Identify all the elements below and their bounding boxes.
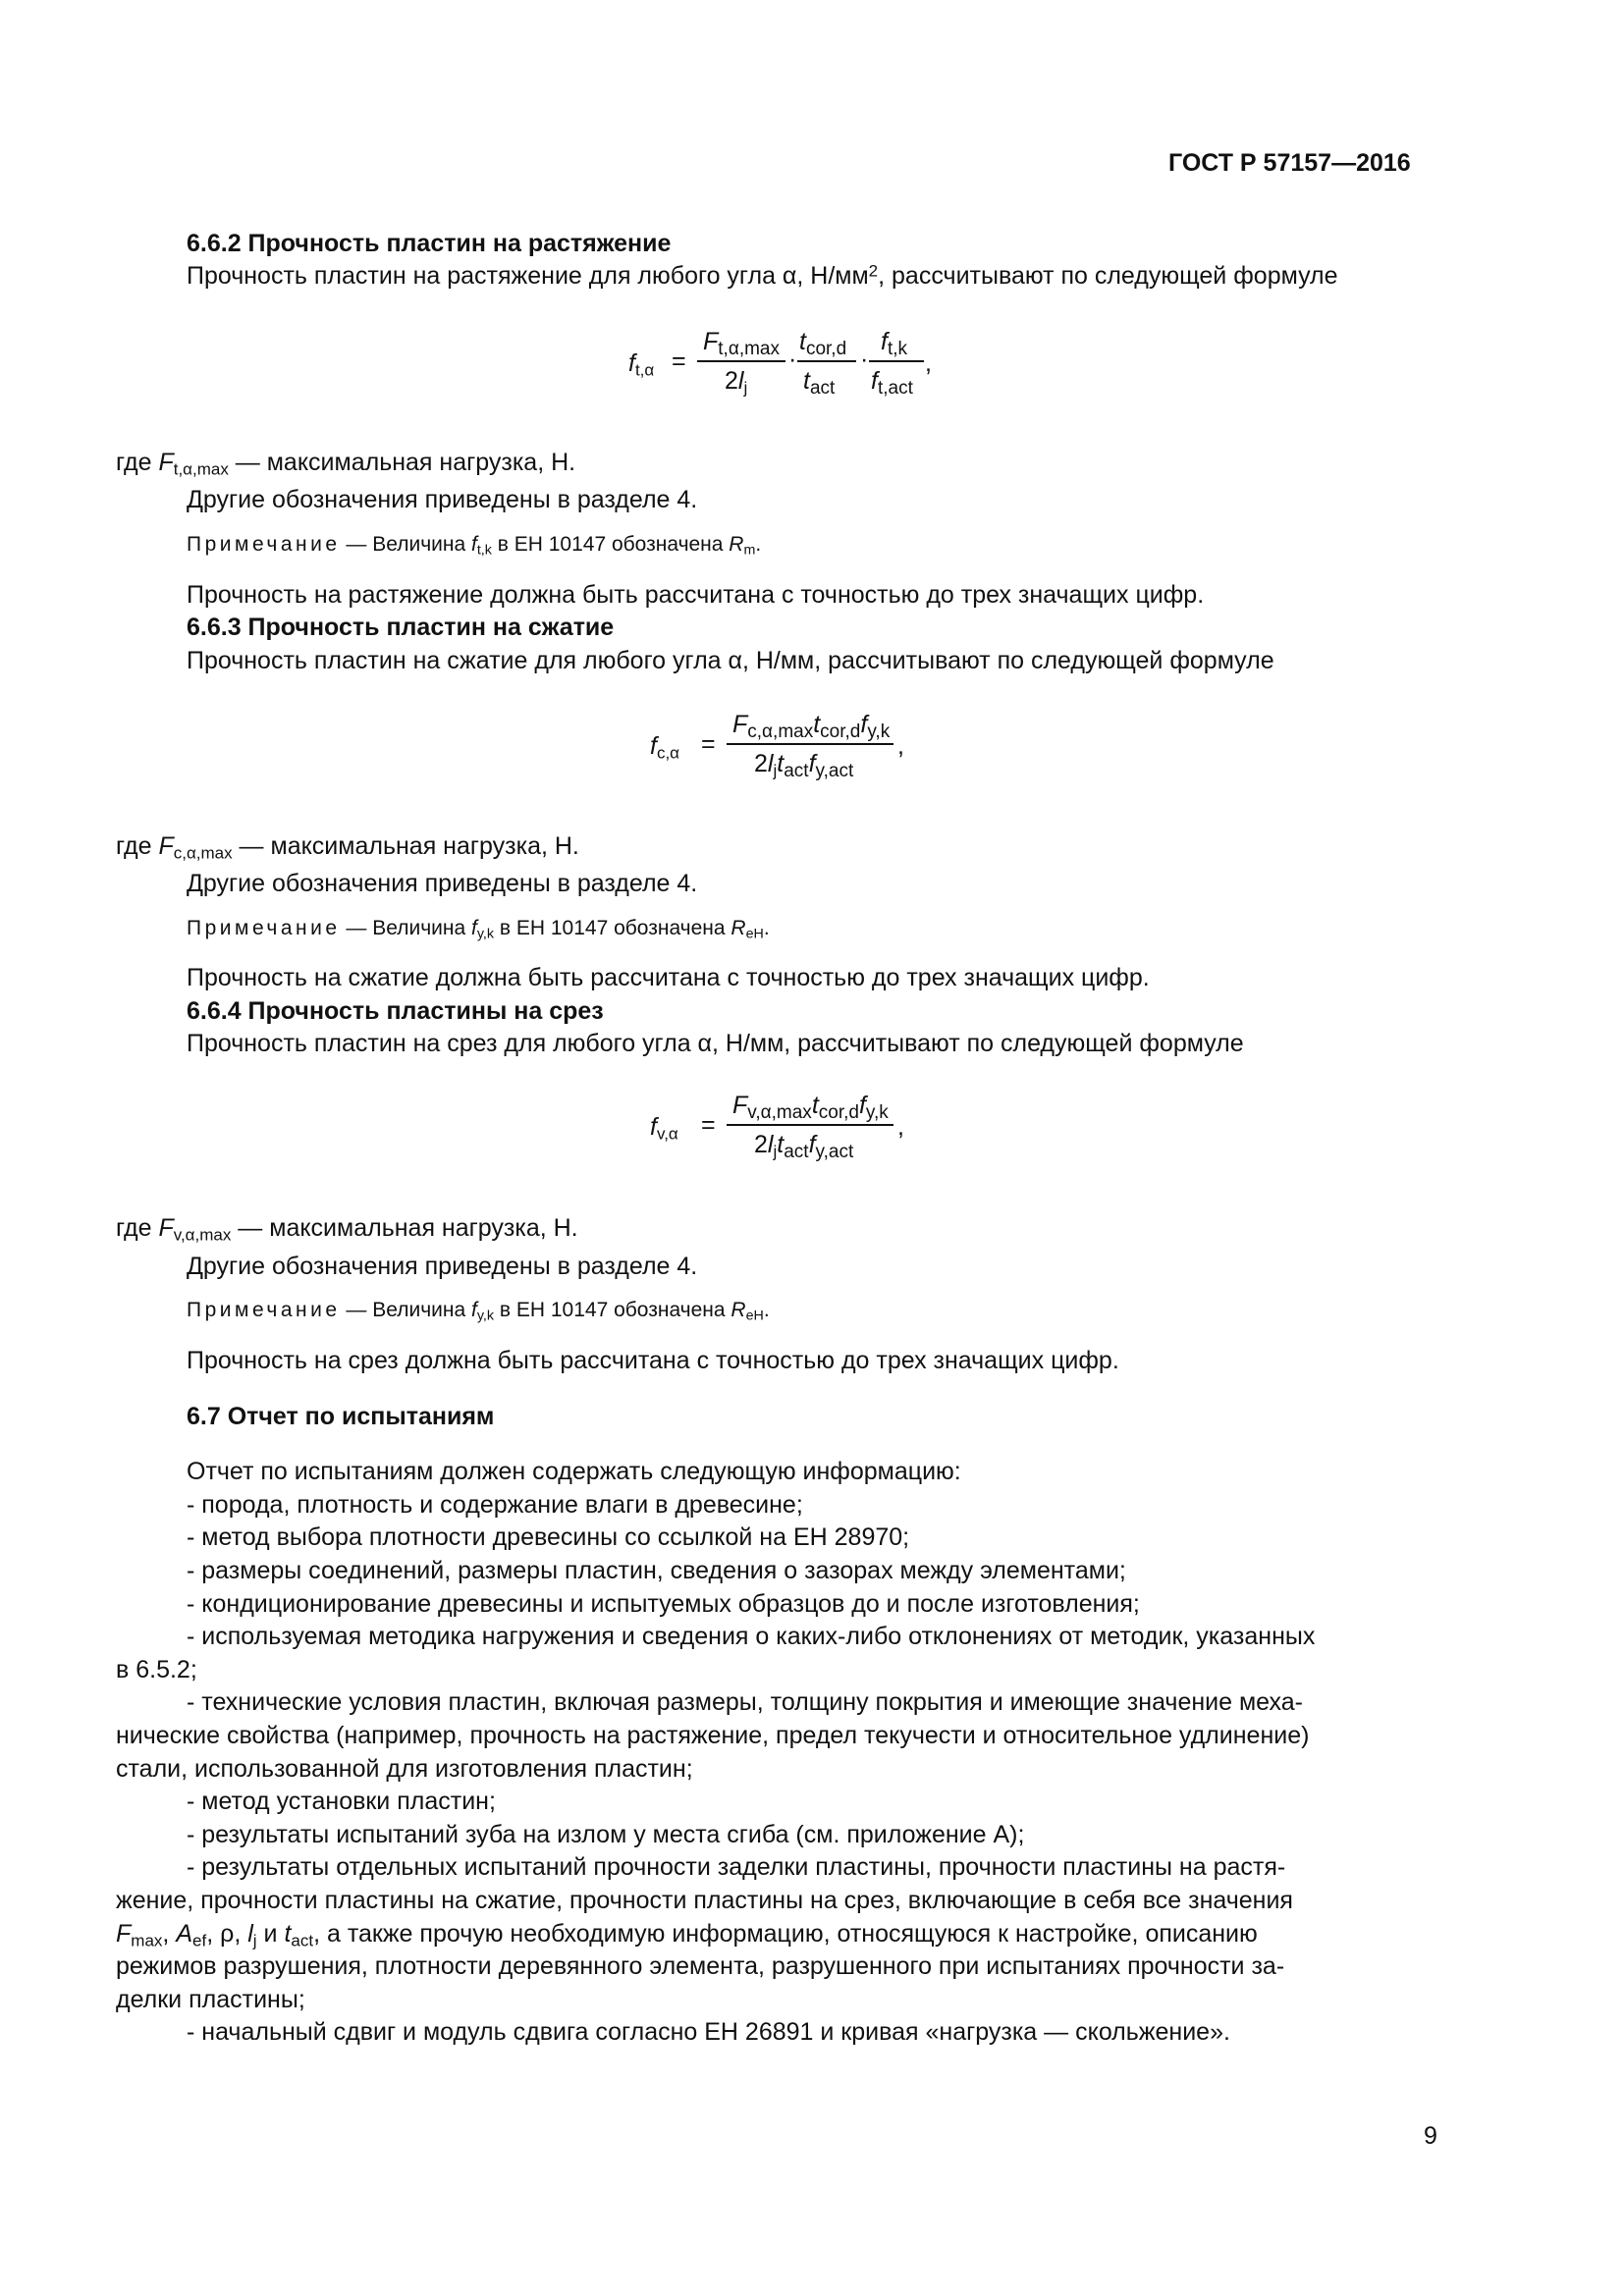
fraction-bar (727, 743, 893, 745)
list-item: - метод выбора плотности древесины со ссылкой на ЕН 28970; (187, 1523, 910, 1551)
fraction-bar (797, 360, 856, 362)
list-item-continuation: $F_{max}$, $A_{ef}$, ρ, $l_j$ и $t_{act}$, а также прочую необходимую информацию, относящуюся к настройке, описанию (116, 1920, 1258, 1950)
list-item: - используемая методика нагружения и сведения о каких-либо отклонениях от методик, указанных (187, 1623, 1316, 1650)
note-6-6-4: Примечание — Величина $f_{y,k}$ в ЕН 10147 обозначена $R_{eH}$. (187, 1299, 770, 1324)
where-line-6-6-2: где $F_{t,\alpha,max}$ — максимальная нагрузка, Н. (116, 449, 576, 479)
other-notation-6-6-2: Другие обозначения приведены в разделе 4. (187, 486, 698, 513)
section-intro-6-6-3: Прочность пластин на сжатие для любого угла α, Н/мм, рассчитывают по следующей формуле (187, 647, 1274, 674)
list-item-continuation: нические свойства (например, прочность на растяжение, предел текучести и относительное удлинение) (116, 1722, 1310, 1749)
numerator: $t_{cor,d}$ (799, 328, 847, 359)
section-heading-6-6-4: 6.6.4 Прочность пластины на срез (187, 997, 604, 1025)
multiply-dot: · (860, 346, 869, 373)
fraction-bar (697, 360, 785, 362)
list-item: - начальный сдвиг и модуль сдвига согласно ЕН 26891 и кривая «нагрузка — скольжение». (187, 2018, 1230, 2046)
list-item: - размеры соединений, размеры пластин, сведения о зазорах между элементами; (187, 1557, 1126, 1584)
other-notation-6-6-3: Другие обозначения приведены в разделе 4. (187, 870, 698, 897)
multiply-dot: · (788, 346, 797, 373)
section-heading-6-6-2: 6.6.2 Прочность пластин на растяжение (187, 230, 672, 257)
section-intro-6-6-4: Прочность пластин на срез для любого угла α, Н/мм, рассчитывают по следующей формуле (187, 1030, 1244, 1057)
denominator: $2l_jt_{act}f_{y,act}$ (754, 750, 854, 781)
denominator: $2l_j$ (725, 367, 748, 398)
formula-equals: = (701, 1111, 716, 1139)
list-item: - кондиционирование древесины и испытуемых образцов до и после изготовления; (187, 1590, 1140, 1618)
list-item: - порода, плотность и содержание влаги в древесине; (187, 1491, 803, 1519)
formula-lhs: $f_{c,\alpha}$ (650, 732, 680, 763)
formula-lhs: $f_{t,\alpha}$ (628, 349, 655, 380)
section-intro-6-6-2: Прочность пластин на растяжение для любого угла α, $Н/мм^2$, рассчитывают по следующей формуле (187, 261, 1338, 290)
list-item-continuation: в 6.5.2; (116, 1656, 197, 1683)
formula-equals: = (672, 347, 686, 375)
formula-compression-strength (650, 707, 915, 795)
list-item-continuation: стали, использованной для изготовления пластин; (116, 1755, 693, 1783)
numerator: $F_{v,\alpha,max}t_{cor,d}f_{y,k}$ (732, 1092, 889, 1123)
note-6-6-3: Примечание — Величина $f_{y,k}$ в ЕН 10147 обозначена $R_{eH}$. (187, 917, 770, 942)
formula-equals: = (701, 730, 716, 758)
precision-6-6-3: Прочность на сжатие должна быть рассчитана с точностью до трех значащих цифр. (187, 964, 1150, 991)
list-item-continuation: режимов разрушения, плотности деревянного элемента, разрушенного при испытаниях прочности за- (116, 1952, 1285, 1980)
document-header: ГОСТ Р 57157—2016 (1168, 149, 1411, 177)
fraction-bar (727, 1124, 893, 1126)
list-item: - технические условия пластин, включая размеры, толщину покрытия и имеющие значение меха- (187, 1688, 1303, 1716)
denominator: $f_{t,act}$ (871, 367, 913, 399)
precision-6-6-4: Прочность на срез должна быть рассчитана с точностью до трех значащих цифр. (187, 1347, 1119, 1374)
precision-6-6-2: Прочность на растяжение должна быть рассчитана с точностью до трех значащих цифр. (187, 581, 1205, 609)
formula-tensile-strength (628, 324, 952, 412)
page-number: 9 (1424, 2122, 1437, 2150)
formula-comma: , (925, 349, 932, 377)
fraction-bar (869, 360, 924, 362)
formula-comma: , (897, 732, 904, 760)
formula-shear-strength (650, 1088, 915, 1176)
formula-lhs: $f_{v,\alpha}$ (650, 1113, 678, 1144)
list-item-continuation: жение, прочности пластины на сжатие, прочности пластины на срез, включающие в себя все значения (116, 1887, 1293, 1914)
note-6-6-2: Примечание — Величина $f_{t,k}$ в ЕН 10147 обозначена $R_m$. (187, 533, 762, 559)
where-line-6-6-4: где $F_{v,\alpha,max}$ — максимальная нагрузка, Н. (116, 1214, 578, 1245)
numerator: $f_{t,k}$ (881, 328, 908, 359)
list-item-continuation: делки пластины; (116, 1986, 305, 2013)
denominator: $t_{act}$ (803, 367, 836, 399)
section-heading-6-6-3: 6.6.3 Прочность пластин на сжатие (187, 614, 615, 641)
other-notation-6-6-4: Другие обозначения приведены в разделе 4. (187, 1253, 698, 1280)
denominator: $2l_jt_{act}f_{y,act}$ (754, 1131, 854, 1162)
section-heading-6-7: 6.7 Отчет по испытаниям (187, 1403, 495, 1430)
formula-comma: , (897, 1113, 904, 1141)
report-intro: Отчет по испытаниям должен содержать следующую информацию: (187, 1458, 961, 1485)
list-item: - результаты испытаний зуба на излом у места сгиба (см. приложение А); (187, 1821, 1025, 1848)
list-item: - метод установки пластин; (187, 1788, 496, 1815)
list-item: - результаты отдельных испытаний прочности заделки пластины, прочности пластины на растя- (187, 1853, 1286, 1881)
numerator: $F_{t,\alpha,max}$ (703, 328, 780, 359)
where-line-6-6-3: где $F_{c,\alpha,max}$ — максимальная нагрузка, Н. (116, 832, 579, 863)
numerator: $F_{c,\alpha,max}t_{cor,d}f_{y,k}$ (732, 711, 891, 742)
